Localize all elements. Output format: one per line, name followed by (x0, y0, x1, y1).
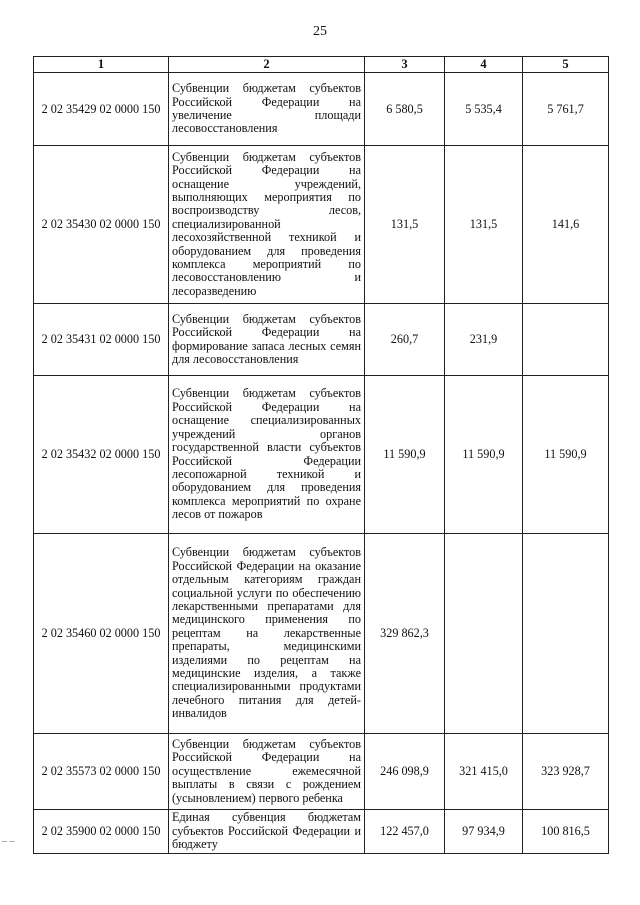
value-col3-cell: 122 457,0 (365, 810, 445, 854)
value-col4-cell: 321 415,0 (445, 734, 523, 810)
budget-code-cell: 2 02 35900 02 0000 150 (34, 810, 169, 854)
margin-dash-mark: – – (2, 836, 15, 847)
column-header-3: 3 (365, 57, 445, 73)
value-col4-cell: 97 934,9 (445, 810, 523, 854)
value-col5-cell: 323 928,7 (523, 734, 609, 810)
budget-code-cell: 2 02 35431 02 0000 150 (34, 304, 169, 376)
value-col5-cell (523, 304, 609, 376)
description-cell: Субвенции бюджетам субъектов Российской Федерации на формирование запаса лесных семян для лесовосстановления (169, 304, 365, 376)
table-row (34, 146, 609, 304)
value-col3-cell: 246 098,9 (365, 734, 445, 810)
budget-code-cell: 2 02 35460 02 0000 150 (34, 534, 169, 734)
table-row (34, 73, 609, 146)
budget-code-cell: 2 02 35432 02 0000 150 (34, 376, 169, 534)
table-header-row (34, 57, 609, 73)
budget-code-cell: 2 02 35573 02 0000 150 (34, 734, 169, 810)
column-header-5: 5 (523, 57, 609, 73)
value-col5-cell: 11 590,9 (523, 376, 609, 534)
value-col5-cell: 100 816,5 (523, 810, 609, 854)
value-col4-cell (445, 534, 523, 734)
value-col5-cell: 141,6 (523, 146, 609, 304)
value-col3-cell: 11 590,9 (365, 376, 445, 534)
table-row (34, 376, 609, 534)
value-col3-cell: 260,7 (365, 304, 445, 376)
column-header-4: 4 (445, 57, 523, 73)
value-col4-cell: 231,9 (445, 304, 523, 376)
value-col3-cell: 6 580,5 (365, 73, 445, 146)
budget-revenue-table (33, 56, 609, 854)
page-number: 25 (313, 24, 327, 39)
budget-code-cell: 2 02 35429 02 0000 150 (34, 73, 169, 146)
column-header-1: 1 (34, 57, 169, 73)
description-cell: Субвенции бюджетам субъектов Российской Федерации на оказание отдельным категориям граждан социальной услуги по обеспечению лекарственными препаратами для медицинского применения по рецептам на лекарственные препараты, медицинскими изделиями по рецептам на медицинские изделия, а также специализированными продуктами лечебного питания для детей-инвалидов (169, 534, 365, 734)
value-col4-cell: 131,5 (445, 146, 523, 304)
description-cell: Единая субвенция бюджетам субъектов Российской Федерации и бюджету (169, 810, 365, 854)
description-cell: Субвенции бюджетам субъектов Российской Федерации на оснащение специализированных учреждений органов государственной власти субъектов Российской Федерации лесопожарной техникой и оборудованием для проведения комплекса мероприятий по охране лесов от пожаров (169, 376, 365, 534)
table-row (34, 734, 609, 810)
table-row (34, 810, 609, 854)
description-cell: Субвенции бюджетам субъектов Российской Федерации на оснащение учреждений, выполняющих мероприятия по воспроизводству лесов, специализированной лесохозяйственной техникой и оборудованием для проведения комплекса мероприятий по лесовосстановлению и лесоразведению (169, 146, 365, 304)
budget-code-cell: 2 02 35430 02 0000 150 (34, 146, 169, 304)
column-header-2: 2 (169, 57, 365, 73)
table-row (34, 534, 609, 734)
description-cell: Субвенции бюджетам субъектов Российской Федерации на осуществление ежемесячной выплаты в связи с рождением (усыновлением) первого ребенка (169, 734, 365, 810)
description-cell: Субвенции бюджетам субъектов Российской Федерации на увеличение площади лесовосстановления (169, 73, 365, 146)
value-col5-cell (523, 534, 609, 734)
value-col3-cell: 131,5 (365, 146, 445, 304)
value-col4-cell: 11 590,9 (445, 376, 523, 534)
value-col4-cell: 5 535,4 (445, 73, 523, 146)
value-col5-cell: 5 761,7 (523, 73, 609, 146)
table-row (34, 304, 609, 376)
value-col3-cell: 329 862,3 (365, 534, 445, 734)
